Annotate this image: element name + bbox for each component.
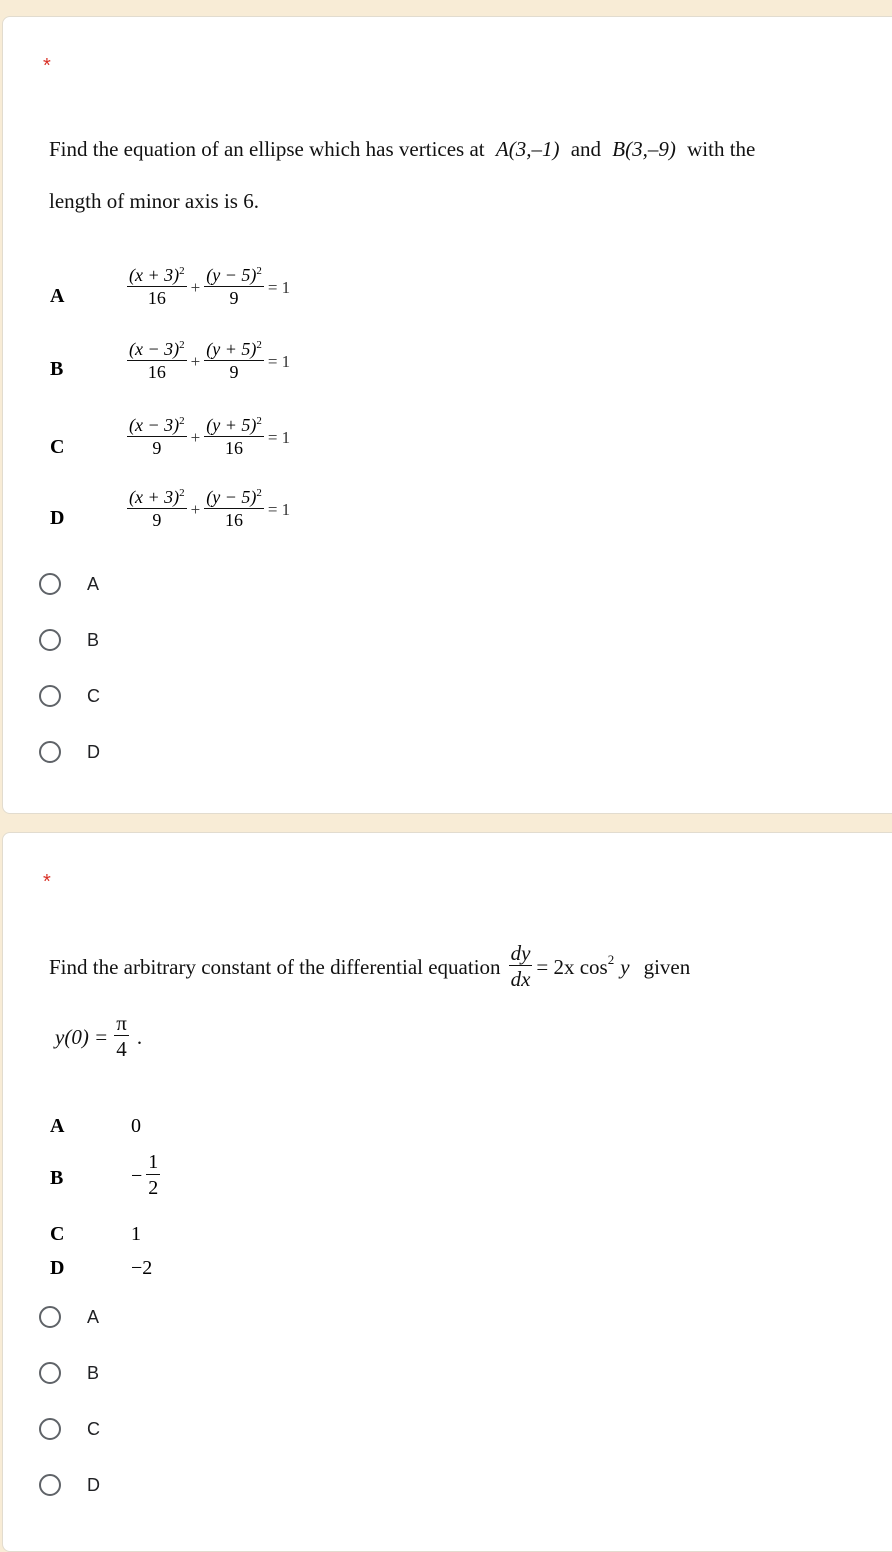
question-card-1 bbox=[2, 16, 892, 814]
derivative-fraction: $\frac{dy}{dx}$ bbox=[510, 941, 531, 992]
question-text-line2: length of minor axis is 6. bbox=[49, 189, 259, 213]
option-letter-c: C bbox=[50, 1223, 65, 1245]
option-value-c: 1 bbox=[131, 1223, 141, 1245]
option-expression-a: $\frac{(x + 3)^2}{16}$ + $\frac{(y - 5)^2}{9}$ = 1 bbox=[129, 265, 291, 308]
option-letter-b: B bbox=[50, 1167, 64, 1189]
option-expression-b: $\frac{(x - 3)^2}{16}$ + $\frac{(y + 5)^2}{9}$ = 1 bbox=[129, 339, 291, 382]
radio-choice-d[interactable]: D bbox=[39, 741, 100, 763]
option-expression-d: $\frac{(x + 3)^2}{9}$ + $\frac{(y - 5)^2}{16}$ = 1 bbox=[129, 487, 291, 530]
radio-choice-b[interactable]: B bbox=[39, 1362, 99, 1384]
radio-button[interactable] bbox=[39, 1474, 61, 1496]
required-asterisk: * bbox=[43, 871, 51, 893]
radio-choice-a[interactable]: A bbox=[39, 1306, 99, 1328]
option-value-a: 0 bbox=[131, 1115, 141, 1137]
initial-condition: y(0) = $\frac{\pi}{4}$ . bbox=[55, 1011, 143, 1062]
option-value-d: −2 bbox=[131, 1257, 153, 1279]
option-letter-d: D bbox=[50, 1257, 65, 1279]
option-value-b: − $\frac{1}{2}$ bbox=[131, 1151, 159, 1199]
radio-button[interactable] bbox=[39, 741, 61, 763]
radio-button[interactable] bbox=[39, 685, 61, 707]
radio-choice-c[interactable]: C bbox=[39, 1418, 100, 1440]
option-expression-c: $\frac{(x - 3)^2}{9}$ + $\frac{(y + 5)^2}{16}$ = 1 bbox=[129, 415, 291, 458]
radio-button[interactable] bbox=[39, 573, 61, 595]
question-card-2 bbox=[2, 832, 892, 1552]
required-asterisk: * bbox=[43, 55, 51, 77]
radio-button[interactable] bbox=[39, 1306, 61, 1328]
option-letter-c: C bbox=[50, 436, 65, 458]
radio-choice-d[interactable]: D bbox=[39, 1474, 100, 1496]
radio-button[interactable] bbox=[39, 629, 61, 651]
radio-choice-b[interactable]: B bbox=[39, 629, 99, 651]
option-letter-a: A bbox=[50, 1115, 65, 1137]
point-a: A(3,–1) bbox=[495, 137, 560, 161]
question-text: Find the arbitrary constant of the differential equation $\frac{dy}{dx}$ = 2x cos $^2$ y given bbox=[49, 941, 690, 993]
radio-button[interactable] bbox=[39, 1418, 61, 1440]
question-text: Find the equation of an ellipse which has vertices at A(3,–1) and B(3,–9) with the bbox=[49, 137, 756, 161]
radio-button[interactable] bbox=[39, 1362, 61, 1384]
point-b: B(3,–9) bbox=[612, 137, 676, 161]
option-letter-b: B bbox=[50, 358, 64, 380]
option-letter-a: A bbox=[50, 285, 65, 307]
radio-choice-a[interactable]: A bbox=[39, 573, 99, 595]
option-letter-d: D bbox=[50, 507, 65, 529]
radio-choice-c[interactable]: C bbox=[39, 685, 100, 707]
